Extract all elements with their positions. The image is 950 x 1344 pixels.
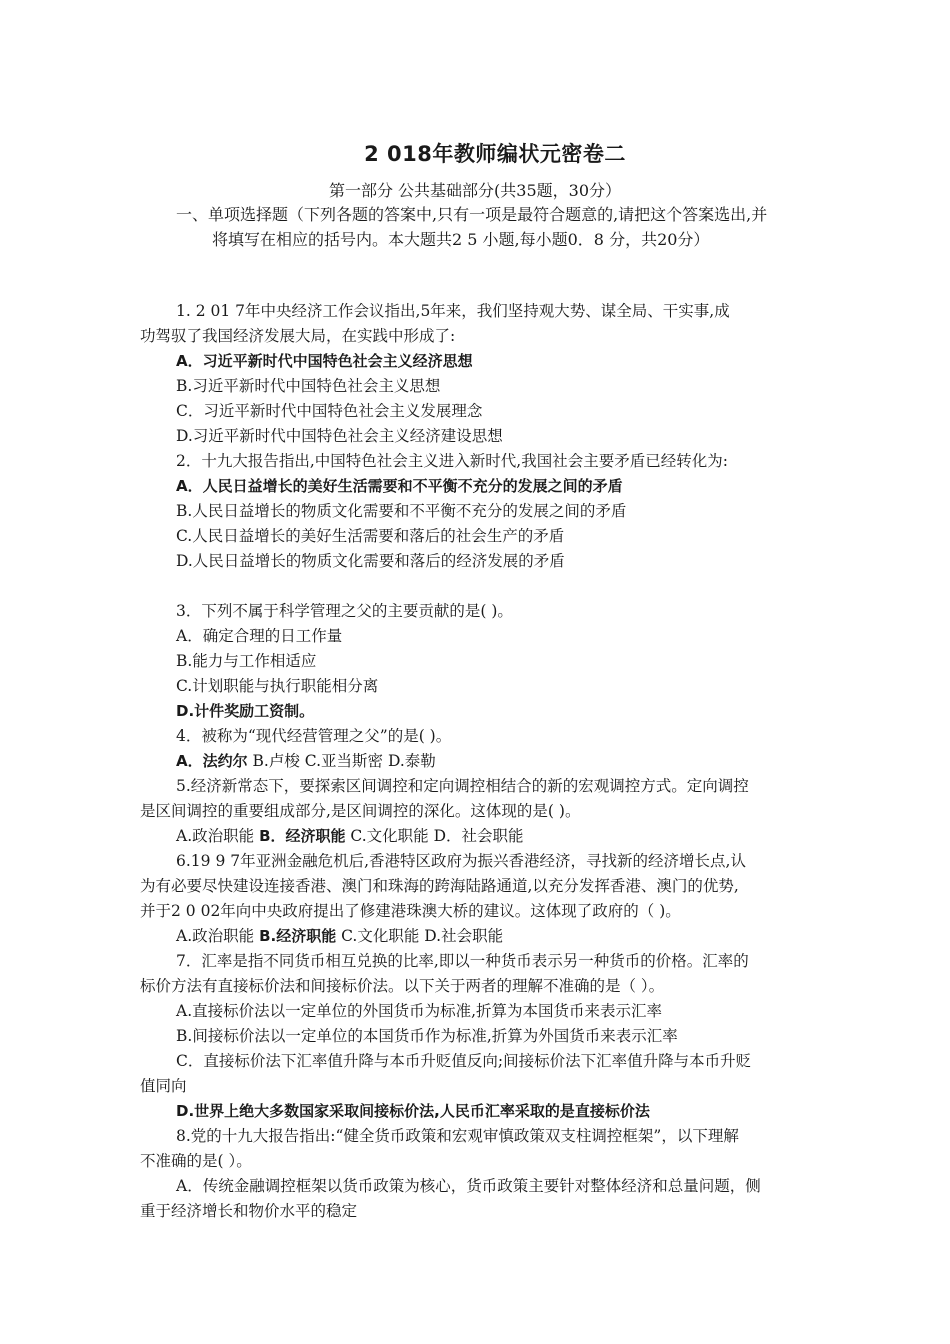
answer-option: A.政治职能 bbox=[176, 827, 260, 845]
question-line: 7．汇率是指不同货币相互兑换的比率,即以一种货币表示另一种货币的价格。汇率的 bbox=[176, 952, 749, 970]
answer-option: C.计划职能与执行职能相分离 bbox=[176, 677, 379, 695]
answer-option: D.人民日益增长的物质文化需要和落后的经济发展的矛盾 bbox=[176, 552, 565, 570]
document-title: 2 018年教师编状元密卷二 bbox=[364, 142, 626, 166]
answer-option: C．习近平新时代中国特色社会主义发展理念 bbox=[176, 402, 483, 420]
question-line: 标价方法有直接标价法和间接标价法。以下关于两者的理解不准确的是（ ）。 bbox=[140, 977, 665, 995]
answer-option-correct: D.世界上绝大多数国家采取间接标价法,人民币汇率采取的是直接标价法 bbox=[176, 1102, 650, 1120]
question-line: 功驾驭了我国经济发展大局，在实践中形成了: bbox=[140, 327, 456, 345]
question-line: 3．下列不属于科学管理之父的主要贡献的是( )。 bbox=[176, 602, 513, 620]
section-instructions-line-1: 一、单项选择题（下列各题的答案中,只有一项是最符合题意的,请把这个答案选出,并 bbox=[176, 205, 768, 224]
answer-option: B.能力与工作相适应 bbox=[176, 652, 317, 670]
answer-option: C.人民日益增长的美好生活需要和落后的社会生产的矛盾 bbox=[176, 527, 565, 545]
answer-option-correct: A．人民日益增长的美好生活需要和不平衡不充分的发展之间的矛盾 bbox=[176, 477, 623, 495]
answer-option: B.人民日益增长的物质文化需要和不平衡不充分的发展之间的矛盾 bbox=[176, 502, 627, 520]
answer-option-correct: A．习近平新时代中国特色社会主义经济思想 bbox=[176, 352, 473, 370]
question-line: 1. 2 01 7年中央经济工作会议指出,5年来，我们坚持观大势、谋全局、干实事,成 bbox=[176, 302, 730, 320]
answer-options-row bbox=[176, 749, 436, 774]
answer-option: A.政治职能 bbox=[176, 927, 260, 945]
question-line: 不准确的是( ）。 bbox=[140, 1152, 252, 1170]
answer-option: A．确定合理的日工作量 bbox=[176, 627, 343, 645]
answer-option-correct: B．经济职能 bbox=[259, 827, 346, 845]
question-line: 并于2 0 02年向中央政府提出了修建港珠澳大桥的建议。这体现了政府的（ )。 bbox=[140, 902, 681, 920]
question-line: 2．十九大报告指出,中国特色社会主义进入新时代,我国社会主要矛盾已经转化为: bbox=[176, 452, 728, 470]
answer-options-other: C.文化职能 D．社会职能 bbox=[345, 827, 524, 845]
question-line: 为有必要尽快建设连接香港、澳门和珠海的跨海陆路通道,以充分发挥香港、澳门的优势, bbox=[140, 877, 739, 895]
answer-option: 重于经济增长和物价水平的稳定 bbox=[140, 1202, 358, 1220]
answer-option-correct: D.计件奖励工资制。 bbox=[176, 702, 315, 720]
question-line: 6.19 9 7年亚洲金融危机后,香港特区政府为振兴香港经济，寻找新的经济增长点,认 bbox=[176, 852, 746, 870]
answer-option-correct: A．法约尔 bbox=[176, 752, 248, 770]
answer-option: A.直接标价法以一定单位的外国货币为标准,折算为本国货币来表示汇率 bbox=[176, 1002, 663, 1020]
section-instructions-line-2: 将填写在相应的括号内。本大题共2 5 小题,每小题0．8 分，共20分） bbox=[212, 230, 710, 249]
answer-option: D.习近平新时代中国特色社会主义经济建设思想 bbox=[176, 427, 503, 445]
answer-option: A．传统金融调控框架以货币政策为核心，货币政策主要针对整体经济和总量问题，侧 bbox=[176, 1177, 761, 1195]
answer-option: B.间接标价法以一定单位的本国货币作为标准,折算为外国货币来表示汇率 bbox=[176, 1027, 678, 1045]
question-line: 是区间调控的重要组成部分,是区间调控的深化。这体现的是( )。 bbox=[140, 802, 581, 820]
answer-options-other: C.文化职能 D.社会职能 bbox=[336, 927, 504, 945]
question-line: 5.经济新常态下，要探索区间调控和定向调控相结合的新的宏观调控方式。定向调控 bbox=[176, 777, 749, 795]
answer-option: B.习近平新时代中国特色社会主义思想 bbox=[176, 377, 441, 395]
answer-options-row bbox=[176, 824, 524, 849]
answer-option: C．直接标价法下汇率值升降与本币升贬值反向;间接标价法下汇率值升降与本币升贬 bbox=[176, 1052, 752, 1070]
question-line: 4．被称为“现代经营管理之父”的是( )。 bbox=[176, 727, 452, 745]
part-heading: 第一部分 公共基础部分(共35题，30分） bbox=[328, 181, 622, 200]
answer-options-row bbox=[176, 924, 503, 949]
question-line: 8.党的十九大报告指出:“健全货币政策和宏观审慎政策双支柱调控框架”，以下理解 bbox=[176, 1127, 739, 1145]
answer-options-other: B.卢梭 C.亚当斯密 D.泰勒 bbox=[247, 752, 436, 770]
answer-option-correct: B.经济职能 bbox=[259, 927, 337, 945]
answer-option: 值同向 bbox=[140, 1077, 187, 1095]
